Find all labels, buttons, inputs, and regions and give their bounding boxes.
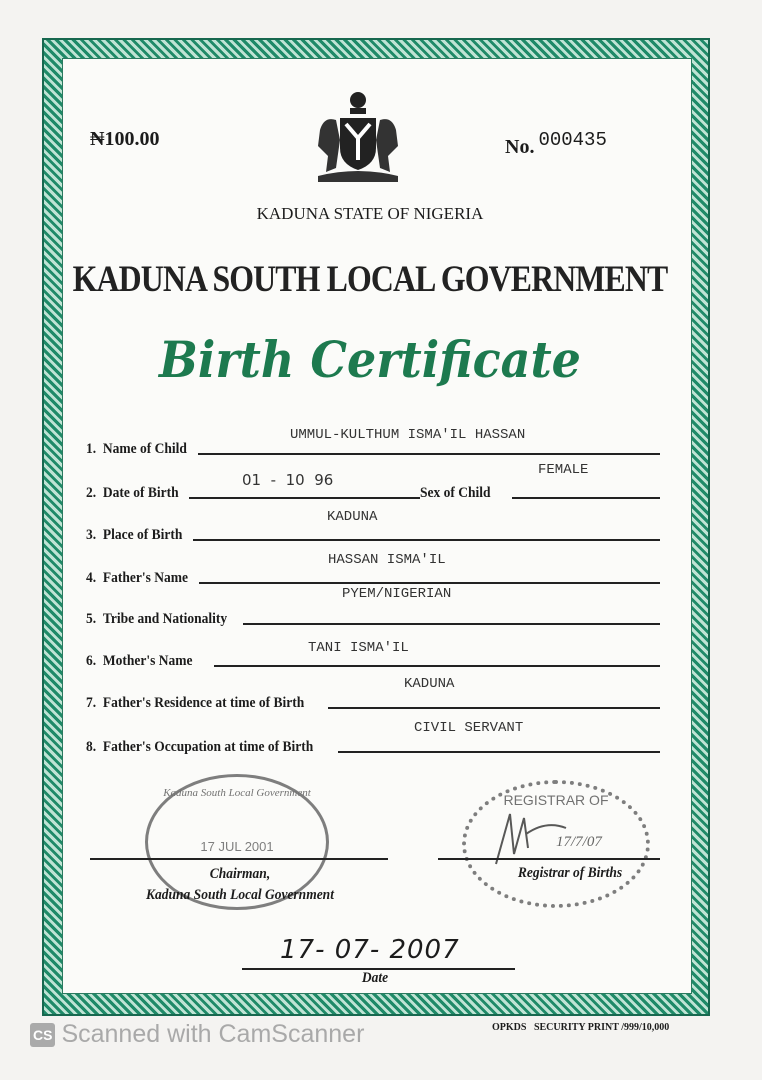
field-label-text: Date of Birth <box>102 485 179 501</box>
field-line <box>214 665 660 667</box>
chairman-lg: Kaduna South Local Government <box>146 887 334 903</box>
number-label: No. <box>505 136 535 158</box>
child-name-value: UMMUL-KULTHUM ISMA'IL HASSAN <box>290 427 526 443</box>
field-line <box>193 539 660 541</box>
stamp-date: 17/7/07 <box>556 834 602 850</box>
father-name-value: HASSAN ISMA'IL <box>328 552 446 568</box>
camscanner-watermark <box>30 1020 364 1049</box>
field-row <box>86 682 660 712</box>
field-number: 8. <box>86 739 97 755</box>
residence-value: KADUNA <box>404 676 455 692</box>
field-line <box>512 497 660 499</box>
field-label <box>86 695 304 712</box>
date-label: Date <box>361 970 389 986</box>
state-heading: KADUNA STATE OF NIGERIA <box>256 204 484 223</box>
field-line <box>199 582 660 584</box>
field-number: 5. <box>86 611 97 627</box>
place-value: KADUNA <box>327 509 378 525</box>
stamp-text: Kaduna South Local Government <box>163 787 311 799</box>
registrar-title: Registrar of Births <box>517 865 623 881</box>
field-number: 1. <box>86 441 97 457</box>
field-line <box>198 453 660 455</box>
certificate-title: Birth Certificate <box>159 330 581 389</box>
camscanner-text: Scanned with CamScanner <box>61 1020 365 1048</box>
field-label <box>86 570 188 587</box>
field-label <box>86 441 187 458</box>
field-label-text: Place of Birth <box>102 527 183 543</box>
registrar-stamp <box>462 780 650 908</box>
field-number: 7. <box>86 695 97 711</box>
sex-value: FEMALE <box>538 462 589 478</box>
lg-heading: KADUNA SOUTH LOCAL GOVERNMENT <box>72 259 668 300</box>
field-number: 6. <box>86 653 97 669</box>
field-label-text: Name of Child <box>102 441 187 457</box>
chairman-title: Chairman, <box>209 866 271 882</box>
issue-date: 17- 07- 2007 <box>280 935 460 965</box>
field-line <box>328 707 660 709</box>
field-label-text: Father's Name <box>102 570 188 586</box>
field-number: 4. <box>86 570 97 586</box>
field-label <box>86 485 179 502</box>
camscanner-logo-icon: CS <box>30 1023 55 1047</box>
field-label <box>86 653 192 670</box>
field-label-text: Father's Residence at time of Birth <box>102 695 305 711</box>
fee: ₦100.00 <box>90 128 160 150</box>
field-label-text: Father's Occupation at time of Birth <box>102 739 314 755</box>
stamp-text: REGISTRAR OF <box>503 792 609 808</box>
field-label <box>86 739 313 756</box>
field-label-text: Mother's Name <box>102 653 193 669</box>
mother-name-value: TANI ISMA'IL <box>308 640 409 656</box>
certificate-number <box>505 129 607 159</box>
sex-label: Sex of Child <box>420 485 491 501</box>
field-row <box>86 598 660 628</box>
security-print-note: OPKDS SECURITY PRINT /999/10,000 <box>492 1022 670 1033</box>
field-label <box>86 611 227 628</box>
coat-of-arms-icon <box>312 90 404 184</box>
field-row <box>86 726 660 756</box>
chairman-signature-line <box>90 858 388 860</box>
field-line <box>243 623 660 625</box>
field-label <box>86 527 182 544</box>
occupation-value: CIVIL SERVANT <box>414 720 524 736</box>
registrar-signature-icon <box>486 804 576 874</box>
registrar-signature-line <box>438 858 660 860</box>
tribe-value: PYEM/NIGERIAN <box>342 586 452 602</box>
field-line <box>189 497 420 499</box>
field-number: 3. <box>86 527 97 543</box>
dob-value: 01 - 10 96 <box>242 471 334 489</box>
stamp-date: 17 JUL 2001 <box>200 839 274 854</box>
number-value: 000435 <box>538 129 607 151</box>
field-number: 2. <box>86 485 97 501</box>
field-label-text: Tribe and Nationality <box>102 611 228 627</box>
field-line <box>338 751 660 753</box>
